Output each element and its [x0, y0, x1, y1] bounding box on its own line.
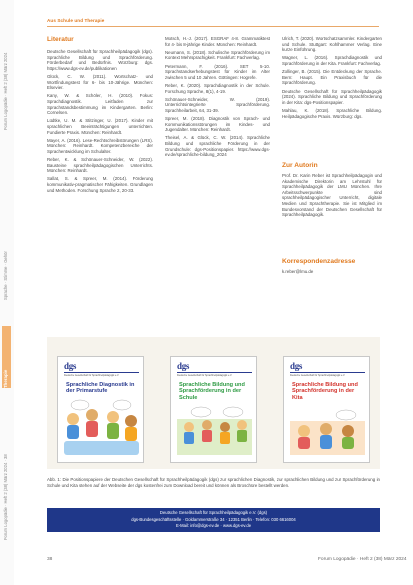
illustration-children: [58, 357, 144, 463]
info-line-3[interactable]: E-Mail: info@dgs-ev.de · www.dgs-ev.de: [175, 523, 252, 529]
reference-entry: Reber, K. & Schönauer-Schneider, W. (2022). Bausteine sprachheilpädagogischen Unterrichts. München: Reinhardt.: [47, 157, 153, 174]
zur-autorin-text: Prof. Dr. Karin Reber ist Sprachheilpädagogin und Akademische Direktorin am Lehrstuhl für Sprachheilpädagogik der LMU München. Ihre Arbeitsschwerpunkte sind sprachheilpädagogischer Unterricht, digitale Medien und Sprachtherapie. Sie ist Mitglied im Bundesvorstand der Deutschen Gesellschaft für Sprachheilpädagogik.: [282, 173, 382, 218]
book-publisher: Deutsche Gesellschaft für Sprachheilpädagogik e.V.: [177, 374, 233, 377]
reference-entry: Kany, W. & Schöler, H. (2010). Fokus: Sprachdiagnostik. Leitfaden zur Sprachstandsbestimmung im Kindergarten. Berlin: Cornelsen.: [47, 93, 153, 116]
reference-entry: Spreer, M. (2018). Diagnostik von Sprach- und Kommunikationsstörungen im Kindes- und Jugendalter. München: Reinhardt.: [165, 116, 270, 133]
book-publisher: Deutsche Gesellschaft für Sprachheilpädagogik e.V.: [64, 374, 120, 377]
info-line-1: Deutsche Gesellschaft für Sprachheilpädagogik e.V. (dgs): [159, 510, 268, 515]
literatur-column-2: [165, 36, 270, 160]
reference-entry: Deutsche Gesellschaft für Sprachheilpädagogik (dgs). Sprachliche Bildung und Sprachförderung. Förderbedarf und Bedürfnis. Würzburg: dgs. https://www.dgs-ev.de/publikationen: [47, 49, 153, 71]
side-text-top: Forum Logopädie · Heft 2 (38) März 2024: [3, 52, 8, 130]
side-text-middle: Sprache · Stimme · Gehör: [3, 251, 8, 300]
illustration-kita: [284, 357, 370, 463]
reference-entry: Ulrich, T. (2020). Wortschatzsammler. Kindergarten und Schule. Stuttgart: Kohlhammer Verlag. Eine kurze Einführung.: [282, 36, 382, 53]
figure-caption: Abb. 1: Die Positionspapiere der Deutschen Gesellschaft für Sprachheilpädagogik (dgs) zur sprachlichen Diagnostik, zur sprachlichen Bildung und zur Sprachförderung in Schule und Kita stehen auf der Webseite der dgs kostenfrei zum Download bereit und können als Broschüre bestellt werden.: [47, 477, 380, 488]
zur-autorin-title: Zur Autorin: [282, 162, 318, 169]
reference-entry: Lüdtke, U. M. & Stitzinger, U. (2017). Kinder mit sprachlichen Beeinträchtigungen unterrichten. Fundierte Praxis. München: Reinhardt.: [47, 118, 153, 135]
reference-entry: Deutsche Gesellschaft für Sprachheilpädagogik (2024). Sprachliche Bildung und Sprachförderung in der Kita: dgs-Positionspapier.: [282, 88, 382, 105]
book-title: Sprachliche Bildung und Sprachförderung in der Kita: [292, 382, 358, 401]
book-cover-kita: [283, 356, 370, 463]
book-publisher: Deutsche Gesellschaft für Sprachheilpädagogik e.V.: [290, 374, 346, 377]
journal-footer: Forum Logopädie · Heft 2 (38) März 2024: [318, 557, 407, 562]
dgs-info-box: [47, 508, 380, 532]
literatur-title: Literatur: [47, 36, 74, 43]
info-line-2: dgs-Bundesgeschäftsstelle · Goldammerstraße 34 · 12351 Berlin · Telefon: 030 6616004: [131, 516, 296, 522]
korrespondenz-title: Korrespondenzadresse: [282, 258, 356, 265]
reference-entry: Petermann, F. (2016). SET 5-10. Sprachstandserhebungstest für Kinder im Alter zwischen 5 und 10 Jahren. Göttingen: Hogrefe.: [165, 63, 270, 80]
reference-entry: Mahlau, K. (2018). Sprachliche Bildung. Heilpädagogische Praxis. Würzburg: dgs.: [282, 107, 382, 119]
header-rule: [47, 26, 379, 27]
logo-line: [64, 372, 139, 373]
reference-entry: Wagner, L. (2016). Sprachdiagnostik und Sprachförderung in der Kita. Frankfurt: Fachverlag.: [282, 55, 382, 66]
page-header: Aus Schule und Therapie: [47, 18, 105, 23]
reference-entry: Neumann, S. (2018). Schulische Sprachförderung im Kontext Mehrsprachigkeit. Frankfurt: Fachverlag.: [165, 49, 270, 61]
logo-line: [177, 372, 252, 373]
dgs-logo: dgs: [64, 361, 77, 371]
book-title: Sprachliche Diagnostik in der Primarstufe: [66, 382, 135, 395]
reference-entry: Schönauer-Schneider, W. (2019). Unterrichtsintegrierte Sprachförderung. Sprachheilarbeit, 64, 31-39.: [165, 96, 270, 113]
literatur-column-3: [282, 36, 382, 122]
side-text-bottom: Forum Logopädie · Heft 2 (38) März 2024 · 38: [3, 454, 8, 540]
reference-list-1: [47, 49, 153, 193]
page-number: 38: [47, 557, 53, 562]
logo-line: [290, 372, 365, 373]
reference-list-3: [282, 36, 382, 119]
book-cover-diagnostik: [57, 356, 144, 463]
reference-entry: Mayer, A. (2016). Lese-Rechtschreibstörungen (LRS). München: Reinhardt. Kompetenzbereiche der Sprachentwicklung im Schulalter.: [47, 137, 153, 154]
illustration-classroom: [171, 357, 257, 463]
dgs-logo: dgs: [290, 361, 303, 371]
book-cover-schule: [170, 356, 257, 463]
reference-entry: Theisel, A. & Glück, C. W. (2014). Sprachliche Bildung und sprachliche Förderung in der Grundschule: dgs-Positionspapier. https://www.dgs-ev.de/sprachliche-bildung_2024: [165, 135, 270, 158]
book-title: Sprachliche Bildung und Sprachförderung in der Schule: [179, 382, 245, 401]
reference-entry: Motsch, H.-J. (2017). ESGRAF 4-8. Grammatiktest für 4- bis 8-jährige Kinder. München: Reinhardt.: [165, 36, 270, 47]
side-orange-label: Therapie: [3, 369, 8, 388]
reference-list-2: [165, 36, 270, 158]
reference-entry: Glück, C. W. (2011). Wortschatz- und Wortfindungstest für 6- bis 10-Jährige. München: Elsevier.: [47, 73, 153, 91]
korrespondenz-email[interactable]: k.reber@lmu.de: [282, 269, 314, 274]
reference-entry: Zollinger, B. (2015). Die Entdeckung der Sprache. Bern: Haupt. Ein Praxisbuch für die Sprachförderung.: [282, 69, 382, 86]
korrespondenz-section: [282, 258, 382, 277]
literatur-column-1: [47, 36, 153, 196]
zur-autorin-section: [282, 162, 382, 220]
dgs-logo: dgs: [177, 361, 190, 371]
reference-entry: Sallat, S. & Spreer, M. (2014). Förderung kommunikativ-pragmatischer Fähigkeiten. Grundlagen und Methoden. Forschung Sprache 2, 20-33.: [47, 176, 153, 193]
reference-entry: Reber, K. (2020). Sprachdiagnostik in der Schule. Forschung Sprache, 8(1), 4-19.: [165, 82, 270, 94]
